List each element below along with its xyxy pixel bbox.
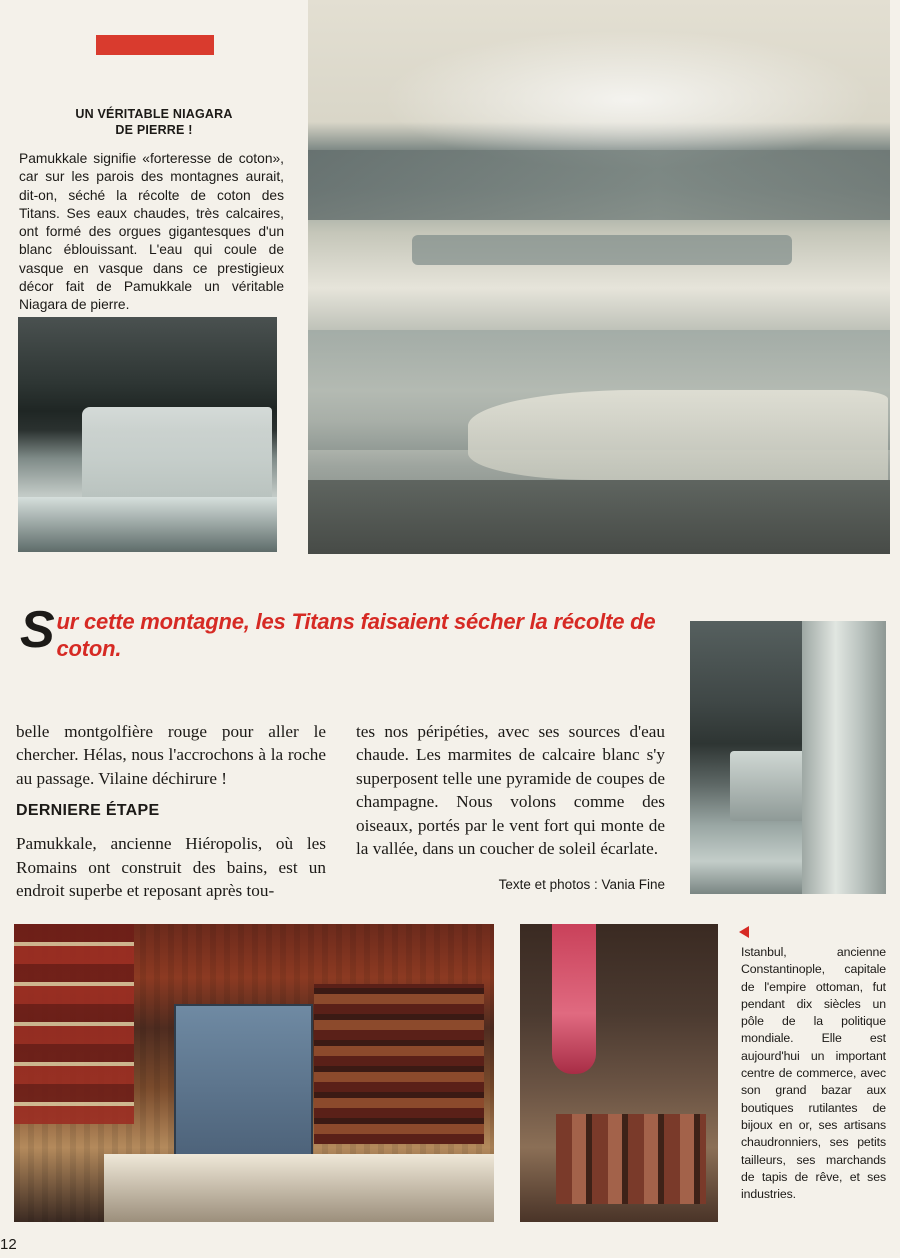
sidebar-text: Pamukkale signifie «forteresse de coton», car sur les parois des montagnes aurait, dit-on, séché la récolte de coton des Titans. Ses eaux chaudes, très calcaires, ont formé des orgues gigantesques d'un blanc éblouissant. L'eau qui coule de vasque en vasque dans ce prestigieux décor fait de Pamukkale un véritable Niagara de pierre.: [19, 151, 284, 313]
pull-quote: [20, 601, 680, 662]
page-number: 12: [0, 1236, 17, 1253]
pull-quote-dropcap: S: [20, 601, 55, 659]
istanbul-caption: Istanbul, ancienne Constantinople, capitale de l'empire ottoman, fut pendant dix siècles un pôle de la politique mondiale. Elle est aujourd'hui un important centre de commerce, avec son grand bazar aux boutiques rutilantes de bijoux en or, ses artisans chaudronniers, ses petits tailleurs, ses marchands de tapis de rêve, et ses industries.: [741, 945, 886, 1202]
sidebar-heading-line2: DE PIERRE !: [115, 123, 193, 137]
photo-credit: Texte et photos : Vania Fine: [498, 877, 665, 892]
photo-istanbul-shop: [520, 924, 718, 1222]
caption-arrow-icon: [739, 926, 749, 938]
section-heading: DERNIERE ÉTAPE: [16, 802, 160, 820]
photo-istanbul-bazaar: [14, 924, 494, 1222]
article-paragraph: Pamukkale, ancienne Hiéropolis, où les Romains ont construit des bains, est un endroit superbe et reposant après tou-: [16, 834, 326, 901]
red-marker-bar: [96, 35, 214, 55]
article-column-left: [16, 720, 326, 902]
article-paragraph: belle montgolfière rouge pour aller le chercher. Hélas, nous l'accrochons à la roche au passage. Vilaine déchirure !: [16, 722, 326, 788]
sidebar-heading-line1: UN VÉRITABLE NIAGARA: [75, 107, 233, 121]
photo-pamukkale-cliffs: [690, 621, 886, 894]
article-column-right: [356, 720, 665, 860]
photo-pamukkale-terraces: [308, 0, 890, 554]
photo-pamukkale-waterfall: [18, 317, 277, 552]
sidebar-heading: [40, 106, 268, 138]
pull-quote-text: ur cette montagne, les Titans faisaient sécher la récolte de coton.: [56, 609, 656, 661]
article-paragraph: tes nos péripéties, avec ses sources d'eau chaude. Les marmites de calcaire blanc s'y superposent telle une pyramide de coupes de champagne. Nous volons comme des oiseaux, portés par le vent fort qui monte de la vallée, dans un coucher de soleil écarlate.: [356, 722, 665, 859]
